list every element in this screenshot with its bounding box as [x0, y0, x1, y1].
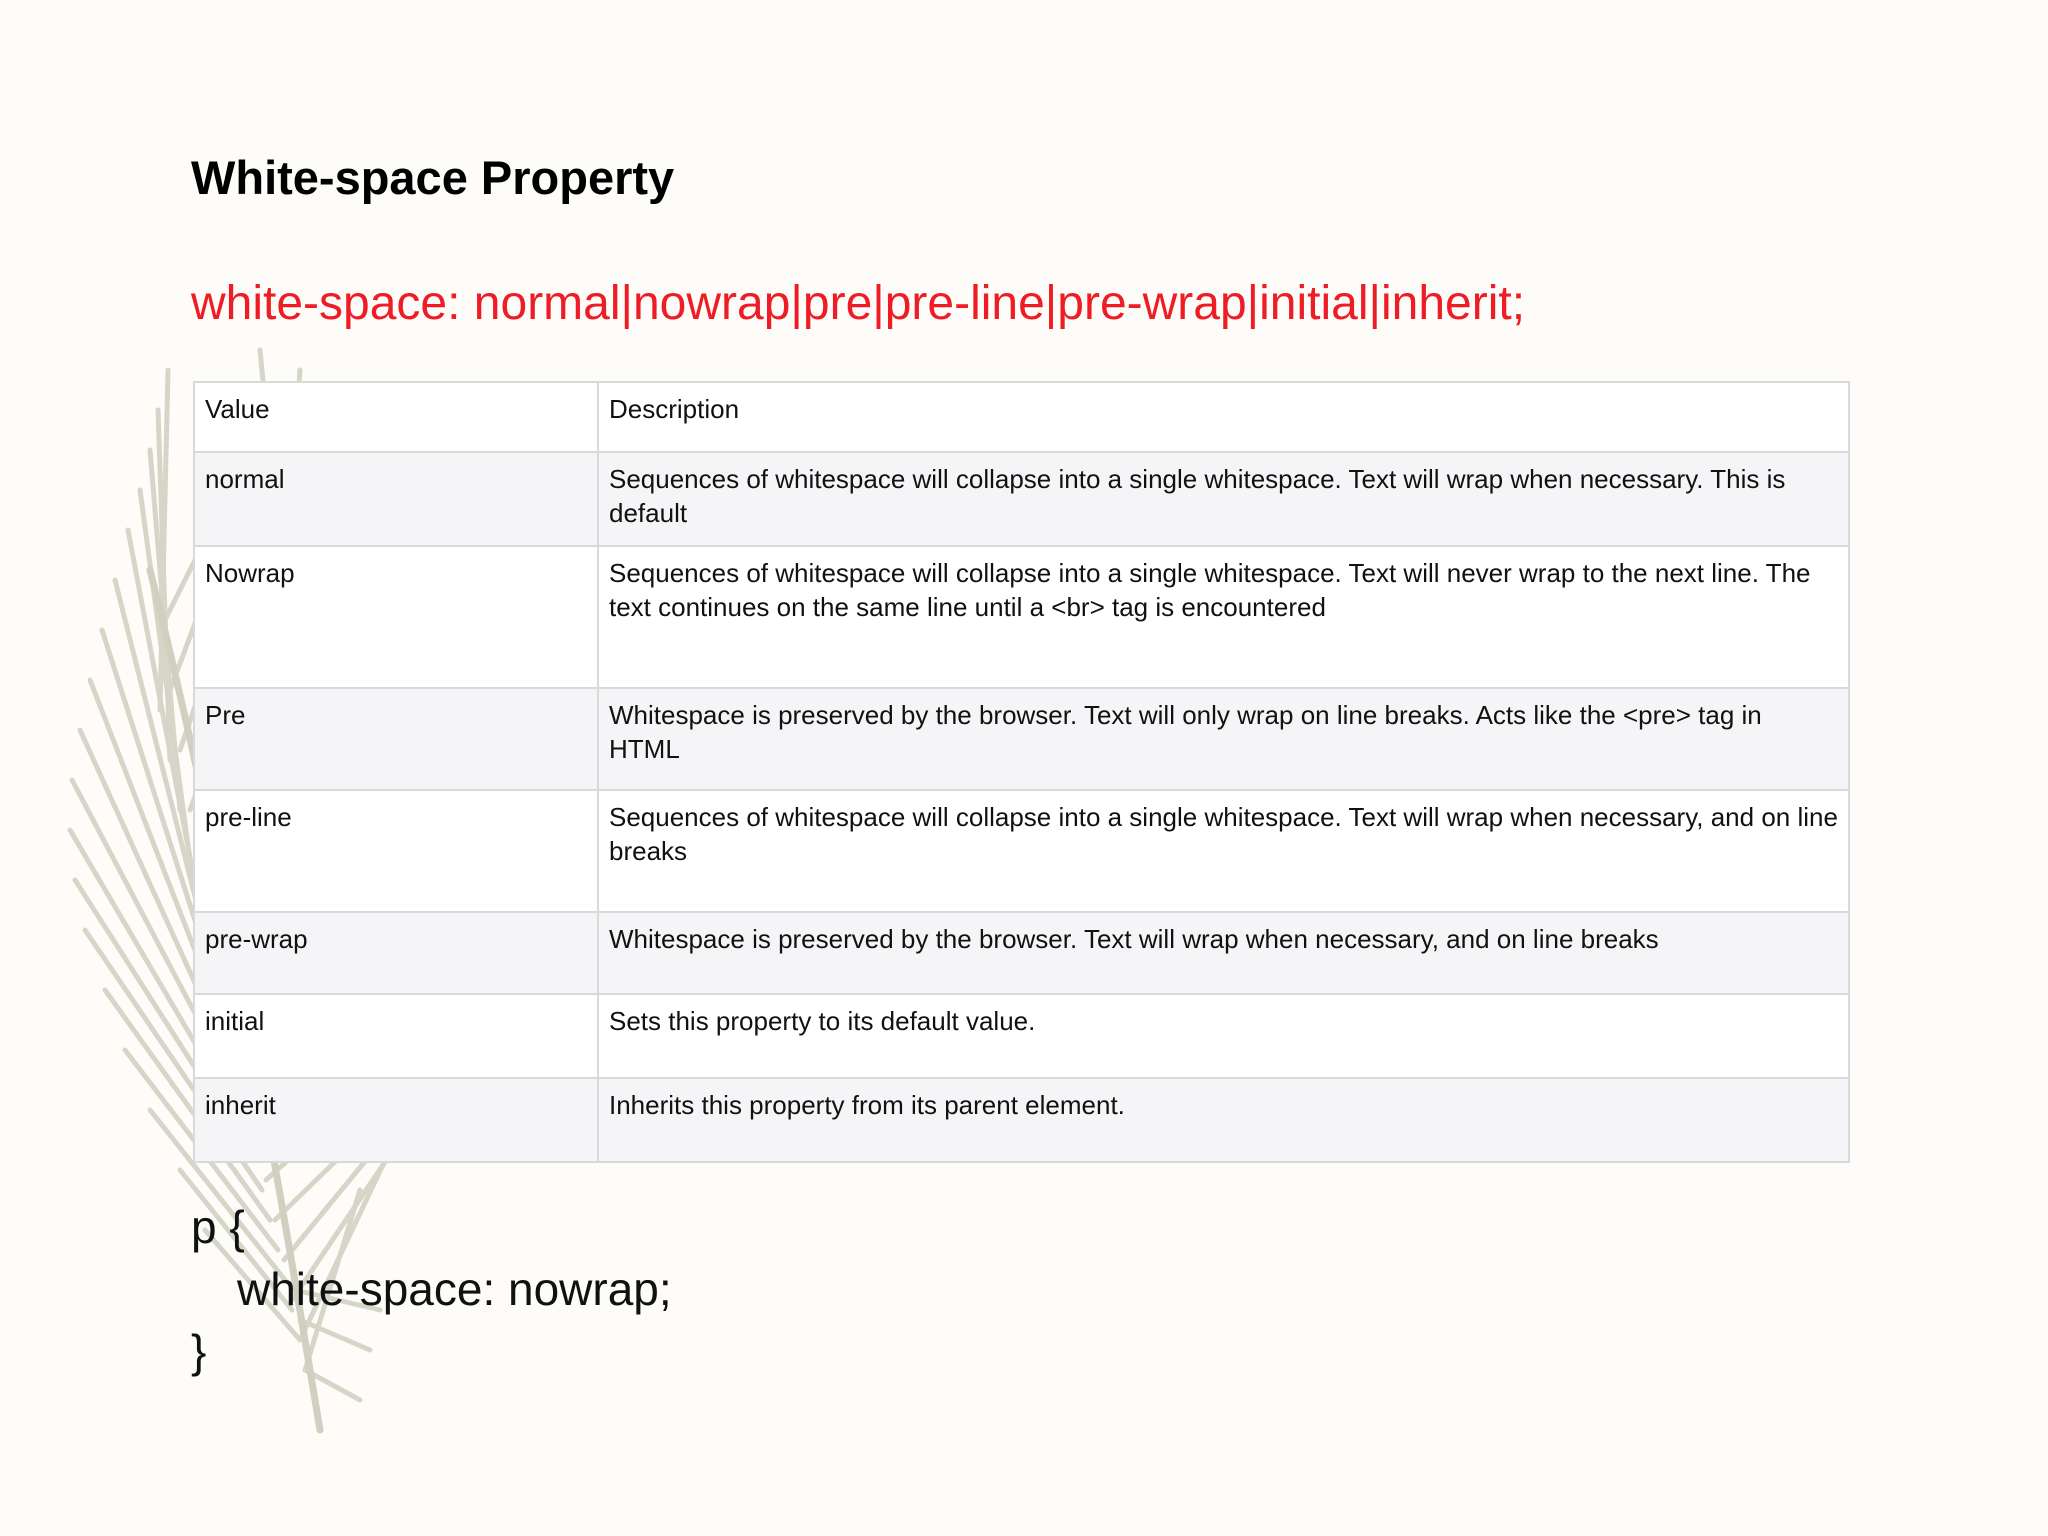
cell-value: normal [194, 452, 598, 546]
cell-description: Sequences of whitespace will collapse into a single whitespace. Text will wrap when necessary. This is default [598, 452, 1849, 546]
table-row [194, 1078, 1849, 1162]
cell-value: inherit [194, 1078, 598, 1162]
values-table [193, 381, 1850, 1163]
table-row [194, 546, 1849, 688]
table-row [194, 994, 1849, 1078]
code-line-declaration: white-space: nowrap; [237, 1263, 672, 1315]
cell-description: Sets this property to its default value. [598, 994, 1849, 1078]
page-title: White-space Property [191, 151, 675, 204]
cell-description: Whitespace is preserved by the browser. Text will wrap when necessary, and on line breaks [598, 912, 1849, 994]
code-line-close: } [191, 1325, 207, 1377]
cell-description: Whitespace is preserved by the browser. Text will only wrap on line breaks. Acts like the <pre> tag in HTML [598, 688, 1849, 790]
cell-value: initial [194, 994, 598, 1078]
cell-value: Nowrap [194, 546, 598, 688]
cell-value: Pre [194, 688, 598, 790]
table-header-row [194, 382, 1849, 452]
header-description: Description [598, 382, 1849, 452]
table-row [194, 688, 1849, 790]
cell-value: pre-line [194, 790, 598, 912]
code-example [191, 1196, 672, 1382]
cell-description: Inherits this property from its parent element. [598, 1078, 1849, 1162]
cell-value: pre-wrap [194, 912, 598, 994]
table-row [194, 790, 1849, 912]
cell-description: Sequences of whitespace will collapse into a single whitespace. Text will wrap when necessary, and on line breaks [598, 790, 1849, 912]
cell-description: Sequences of whitespace will collapse into a single whitespace. Text will never wrap to the next line. The text continues on the same line until a <br> tag is encountered [598, 546, 1849, 688]
header-value: Value [194, 382, 598, 452]
syntax-line: white-space: normal|nowrap|pre|pre-line|pre-wrap|initial|inherit; [191, 277, 1526, 330]
table-row [194, 912, 1849, 994]
table-row [194, 452, 1849, 546]
code-line-selector: p { [191, 1201, 245, 1253]
